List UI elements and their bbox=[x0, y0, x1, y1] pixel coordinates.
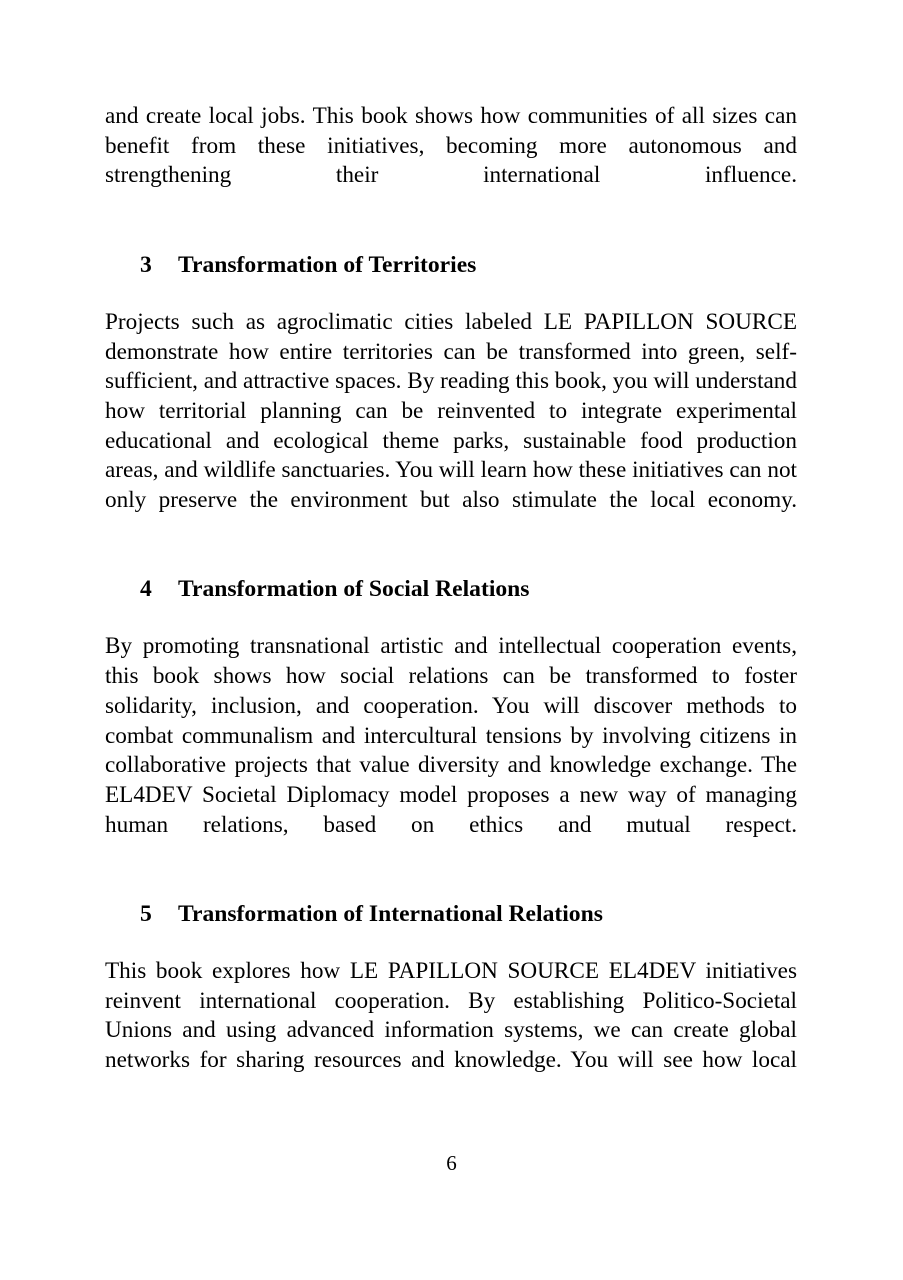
page-number: 6 bbox=[446, 1151, 457, 1175]
heading-section-3 bbox=[105, 250, 797, 280]
heading-number: 5 bbox=[140, 901, 152, 928]
heading-number: 3 bbox=[140, 251, 152, 278]
paragraph-section-3: Projects such as agroclimatic cities labeled LE PAPILLON SOURCE demonstrate how entire territories can be transformed into green, self-sufficient, and attractive spaces. By reading this book, you will understand how territorial planning can be reinvented to integrate experimental educational and ecological theme parks, sustainable food production areas, and wildlife sanctuaries. You will learn how these initiatives can not only preserve the environment but also stimulate the local economy. bbox=[105, 308, 797, 514]
paragraph-section-5: This book explores how LE PAPILLON SOURCE EL4DEV initiatives reinvent international cooperation. By establishing Politico-Societal Unions and using advanced information systems, we can create global networks for sharing resources and knowledge. You will see how local bbox=[105, 958, 797, 1074]
spacer bbox=[105, 604, 797, 632]
heading-title: Transformation of International Relations bbox=[178, 901, 603, 928]
heading-section-5 bbox=[105, 899, 797, 929]
heading-number: 4 bbox=[140, 576, 152, 603]
spacer bbox=[105, 545, 797, 574]
spacer bbox=[105, 929, 797, 957]
paragraph-section-4: By promoting transnational artistic and intellectual cooperation events, this book shows how social relations can be transformed to foster solidarity, inclusion, and cooperation. You will discover methods to combat communalism and intercultural tensions by involving citizens in collaborative projects that value diversity and knowledge exchange. The EL4DEV Societal Diplomacy model proposes a new way of managing human relations, based on ethics and mutual respect. bbox=[105, 633, 797, 838]
heading-section-4 bbox=[105, 574, 797, 604]
spacer bbox=[105, 280, 797, 308]
heading-title: Transformation of Territories bbox=[178, 251, 477, 278]
spacer bbox=[105, 870, 797, 899]
page-text-column bbox=[105, 102, 797, 1106]
paragraph-intro-continuation: and create local jobs. This book shows how communities of all sizes can benefit from these initiatives, becoming more autonomous and strengthening their international influence. bbox=[105, 103, 797, 189]
spacer bbox=[105, 221, 797, 250]
heading-title: Transformation of Social Relations bbox=[178, 576, 530, 603]
